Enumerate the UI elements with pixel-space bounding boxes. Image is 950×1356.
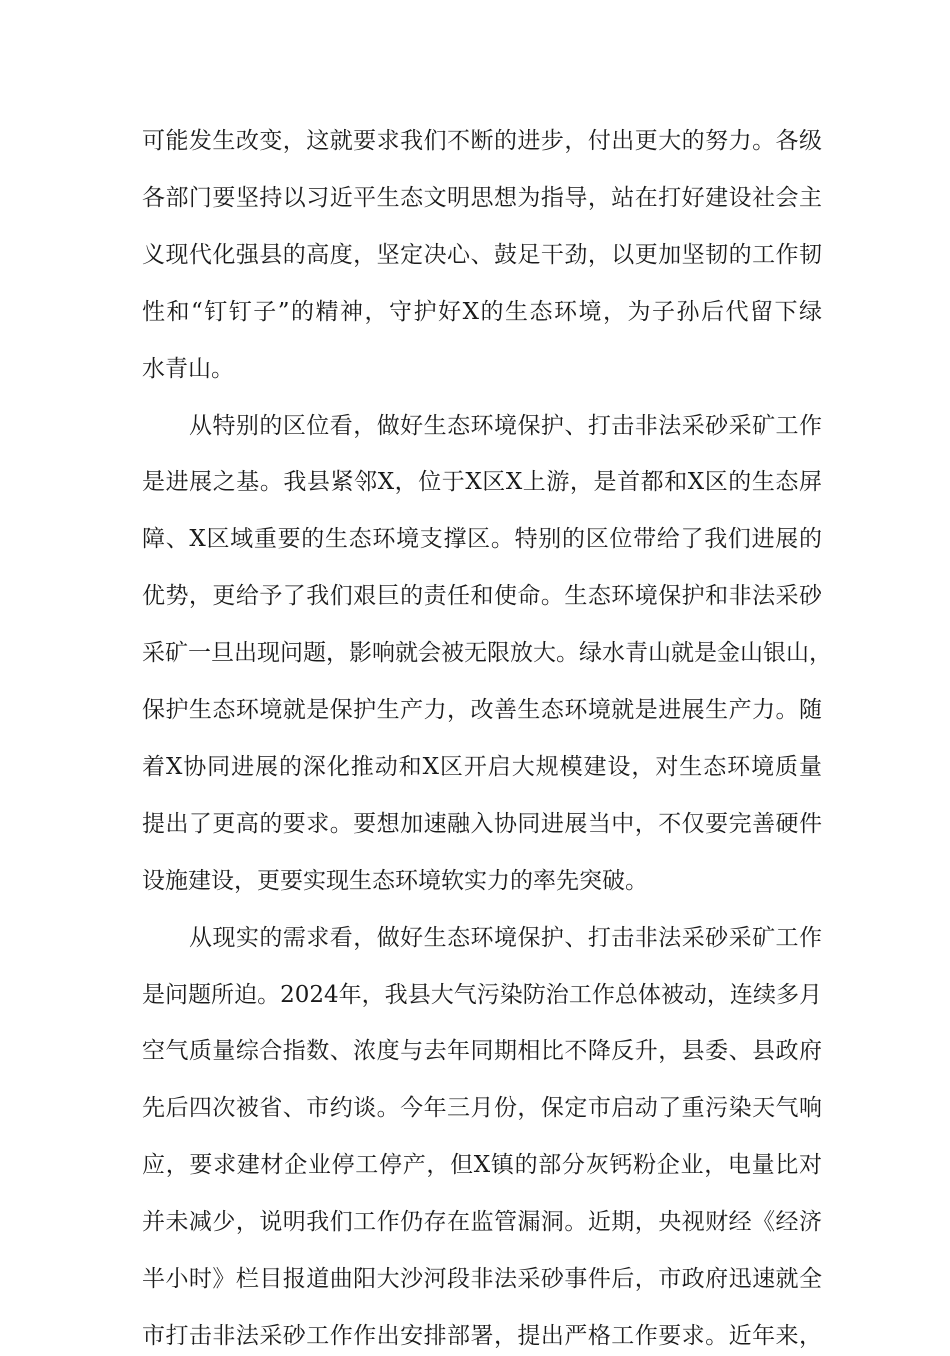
text-line: 提出了更高的要求。要想加速融入协同进展当中，不仅要完善硬件 bbox=[142, 811, 822, 837]
text-line: 保护生态环境就是保护生产力，改善生态环境就是进展生产力。随 bbox=[142, 697, 822, 723]
text-line: 从特别的区位看，做好生态环境保护、打击非法采砂采矿工作 bbox=[189, 413, 822, 439]
text-line: 是进展之基。我县紧邻X，位于X区X上游，是首都和X区的生态屏 bbox=[142, 469, 822, 495]
text-line: 设施建设，更要实现生态环境软实力的率先突破。 bbox=[142, 868, 648, 894]
text-line: 应，要求建材企业停工停产，但X镇的部分灰钙粉企业，电量比对 bbox=[142, 1152, 822, 1178]
text-line: 从现实的需求看，做好生态环境保护、打击非法采砂采矿工作 bbox=[189, 925, 822, 951]
text-line: 市打击非法采砂工作作出安排部署，提出严格工作要求。近年来， bbox=[142, 1323, 822, 1349]
text-line: 是问题所迫。2024年，我县大气污染防治工作总体被动，连续多月 bbox=[142, 982, 822, 1008]
text-line: 先后四次被省、市约谈。今年三月份，保定市启动了重污染天气响 bbox=[142, 1095, 822, 1121]
text-line: 采矿一旦出现问题，影响就会被无限放大。绿水青山就是金山银山， bbox=[142, 640, 832, 666]
text-line: 半小时》栏目报道曲阳大沙河段非法采砂事件后，市政府迅速就全 bbox=[142, 1266, 822, 1292]
text-line: 空气质量综合指数、浓度与去年同期相比不降反升，县委、县政府 bbox=[142, 1038, 822, 1064]
text-line: 可能发生改变，这就要求我们不断的进步，付出更大的努力。各级 bbox=[142, 128, 822, 154]
text-line: 水青山。 bbox=[142, 356, 234, 382]
text-line: 并未减少，说明我们工作仍存在监管漏洞。近期，央视财经《经济 bbox=[142, 1209, 822, 1235]
text-line: 优势，更给予了我们艰巨的责任和使命。生态环境保护和非法采砂 bbox=[142, 583, 822, 609]
text-line: 各部门要坚持以习近平生态文明思想为指导，站在打好建设社会主 bbox=[142, 185, 822, 211]
text-line: 障、X区域重要的生态环境支撑区。特别的区位带给了我们进展的 bbox=[142, 526, 822, 552]
text-line: 着X协同进展的深化推动和X区开启大规模建设，对生态环境质量 bbox=[142, 754, 822, 780]
text-line: 性和“钉钉子”的精神，守护好X的生态环境，为子孙后代留下绿 bbox=[142, 299, 822, 325]
text-line: 义现代化强县的高度，坚定决心、鼓足干劲，以更加坚韧的工作韧 bbox=[142, 242, 822, 268]
